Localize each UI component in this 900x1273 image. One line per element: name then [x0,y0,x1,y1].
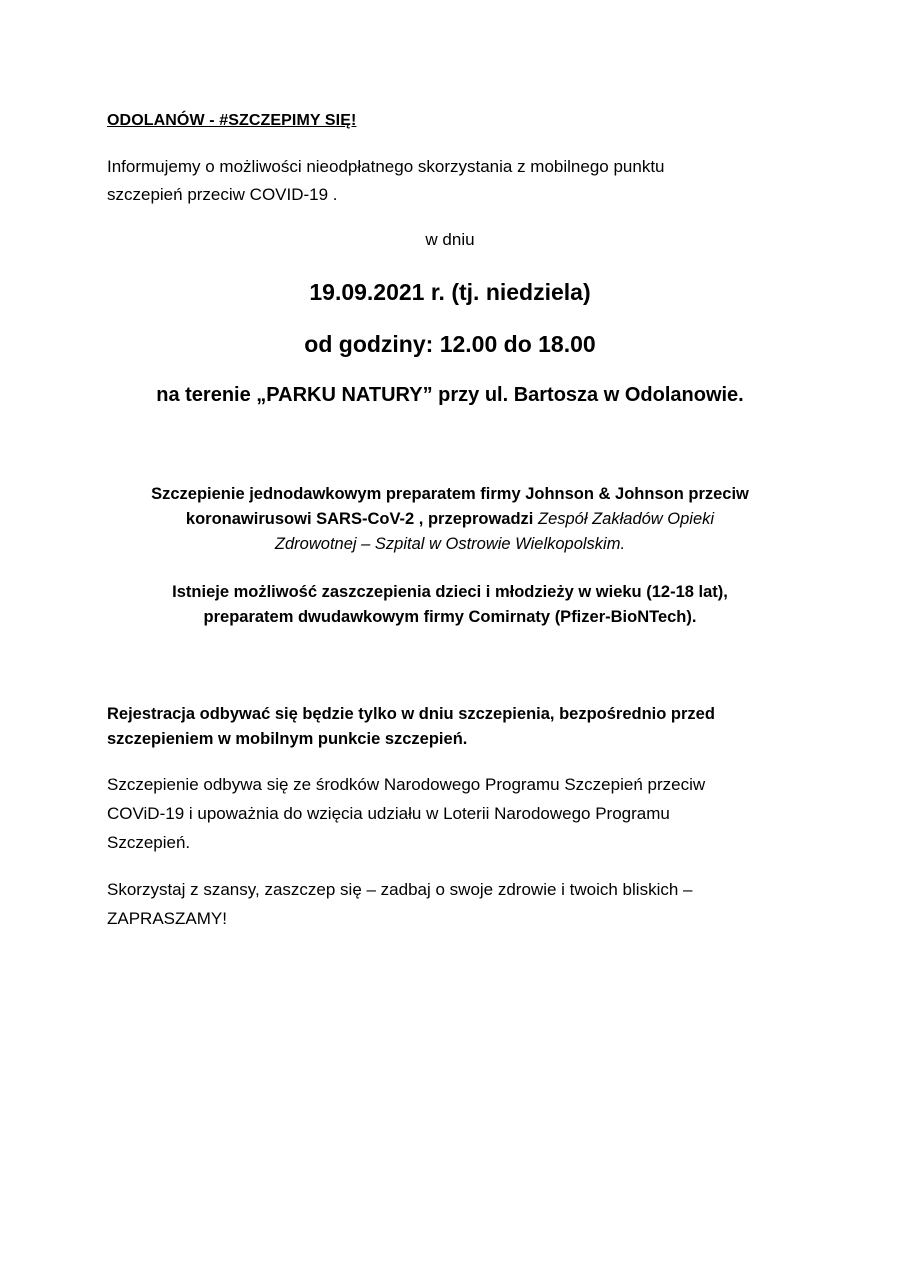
program-line-1: Szczepienie odbywa się ze środków Narodowego Programu Szczepień przeciw [107,775,706,794]
event-date-text: 19.09.2021 r. (tj. niedziela) [309,279,591,305]
event-location-text: na terenie „PARKU NATURY” przy ul. Bartosza w Odolanowie. [156,384,744,406]
program-line-2: COViD-19 i upoważnia do wzięcia udziału w Loterii Narodowego Programu [107,804,670,823]
invitation [107,875,797,933]
intro-line-1: Informujemy o możliwości nieodpłatnego skorzystania z mobilnego punktu [107,157,665,176]
registration-line-1: Rejestracja odbywać się będzie tylko w dniu szczepienia, bezpośrednio przed [107,705,715,723]
vaccination-line-1: Szczepienie jednodawkowym preparatem firmy Johnson & Johnson przeciw [151,485,749,503]
event-hours [60,328,840,360]
kids-line-1: Istnieje możliwość zaszczepienia dzieci i młodzieży w wieku (12-18 lat), [172,583,728,601]
kids-vaccination-info [60,580,840,630]
vaccination-line-3: Zdrowotnej – Szpital w Ostrowie Wielkopolskim. [274,535,626,553]
title-text: ODOLANÓW - #SZCZEPIMY SIĘ! [107,112,357,129]
invitation-line-1: Skorzystaj z szansy, zaszczep się – zadbaj o swoje zdrowie i twoich bliskich – [107,880,693,899]
registration-line-2: szczepieniem w mobilnym punkcie szczepień. [107,730,468,748]
event-hours-text: od godziny: 12.00 do 18.00 [304,331,596,357]
vaccination-info [60,482,840,557]
vaccination-line-2-italic: Zespół Zakładów Opieki [537,510,715,528]
intro-line-2: szczepień przeciw COVID-19 . [107,185,338,204]
invitation-line-2: ZAPRASZAMY! [107,909,227,928]
document-title [107,110,797,132]
program-line-3: Szczepień. [107,833,191,852]
date-prefix [60,228,840,252]
event-date [60,276,840,308]
vaccination-line-2-bold: koronawirusowi SARS-CoV-2 , przeprowadzi [185,510,538,528]
intro-paragraph [107,153,797,209]
registration-info [107,702,797,752]
program-info [107,770,797,857]
kids-line-2: preparatem dwudawkowym firmy Comirnaty (Pfizer-BioNTech). [203,608,697,626]
date-prefix-text: w dniu [425,230,475,249]
event-location [60,380,840,410]
